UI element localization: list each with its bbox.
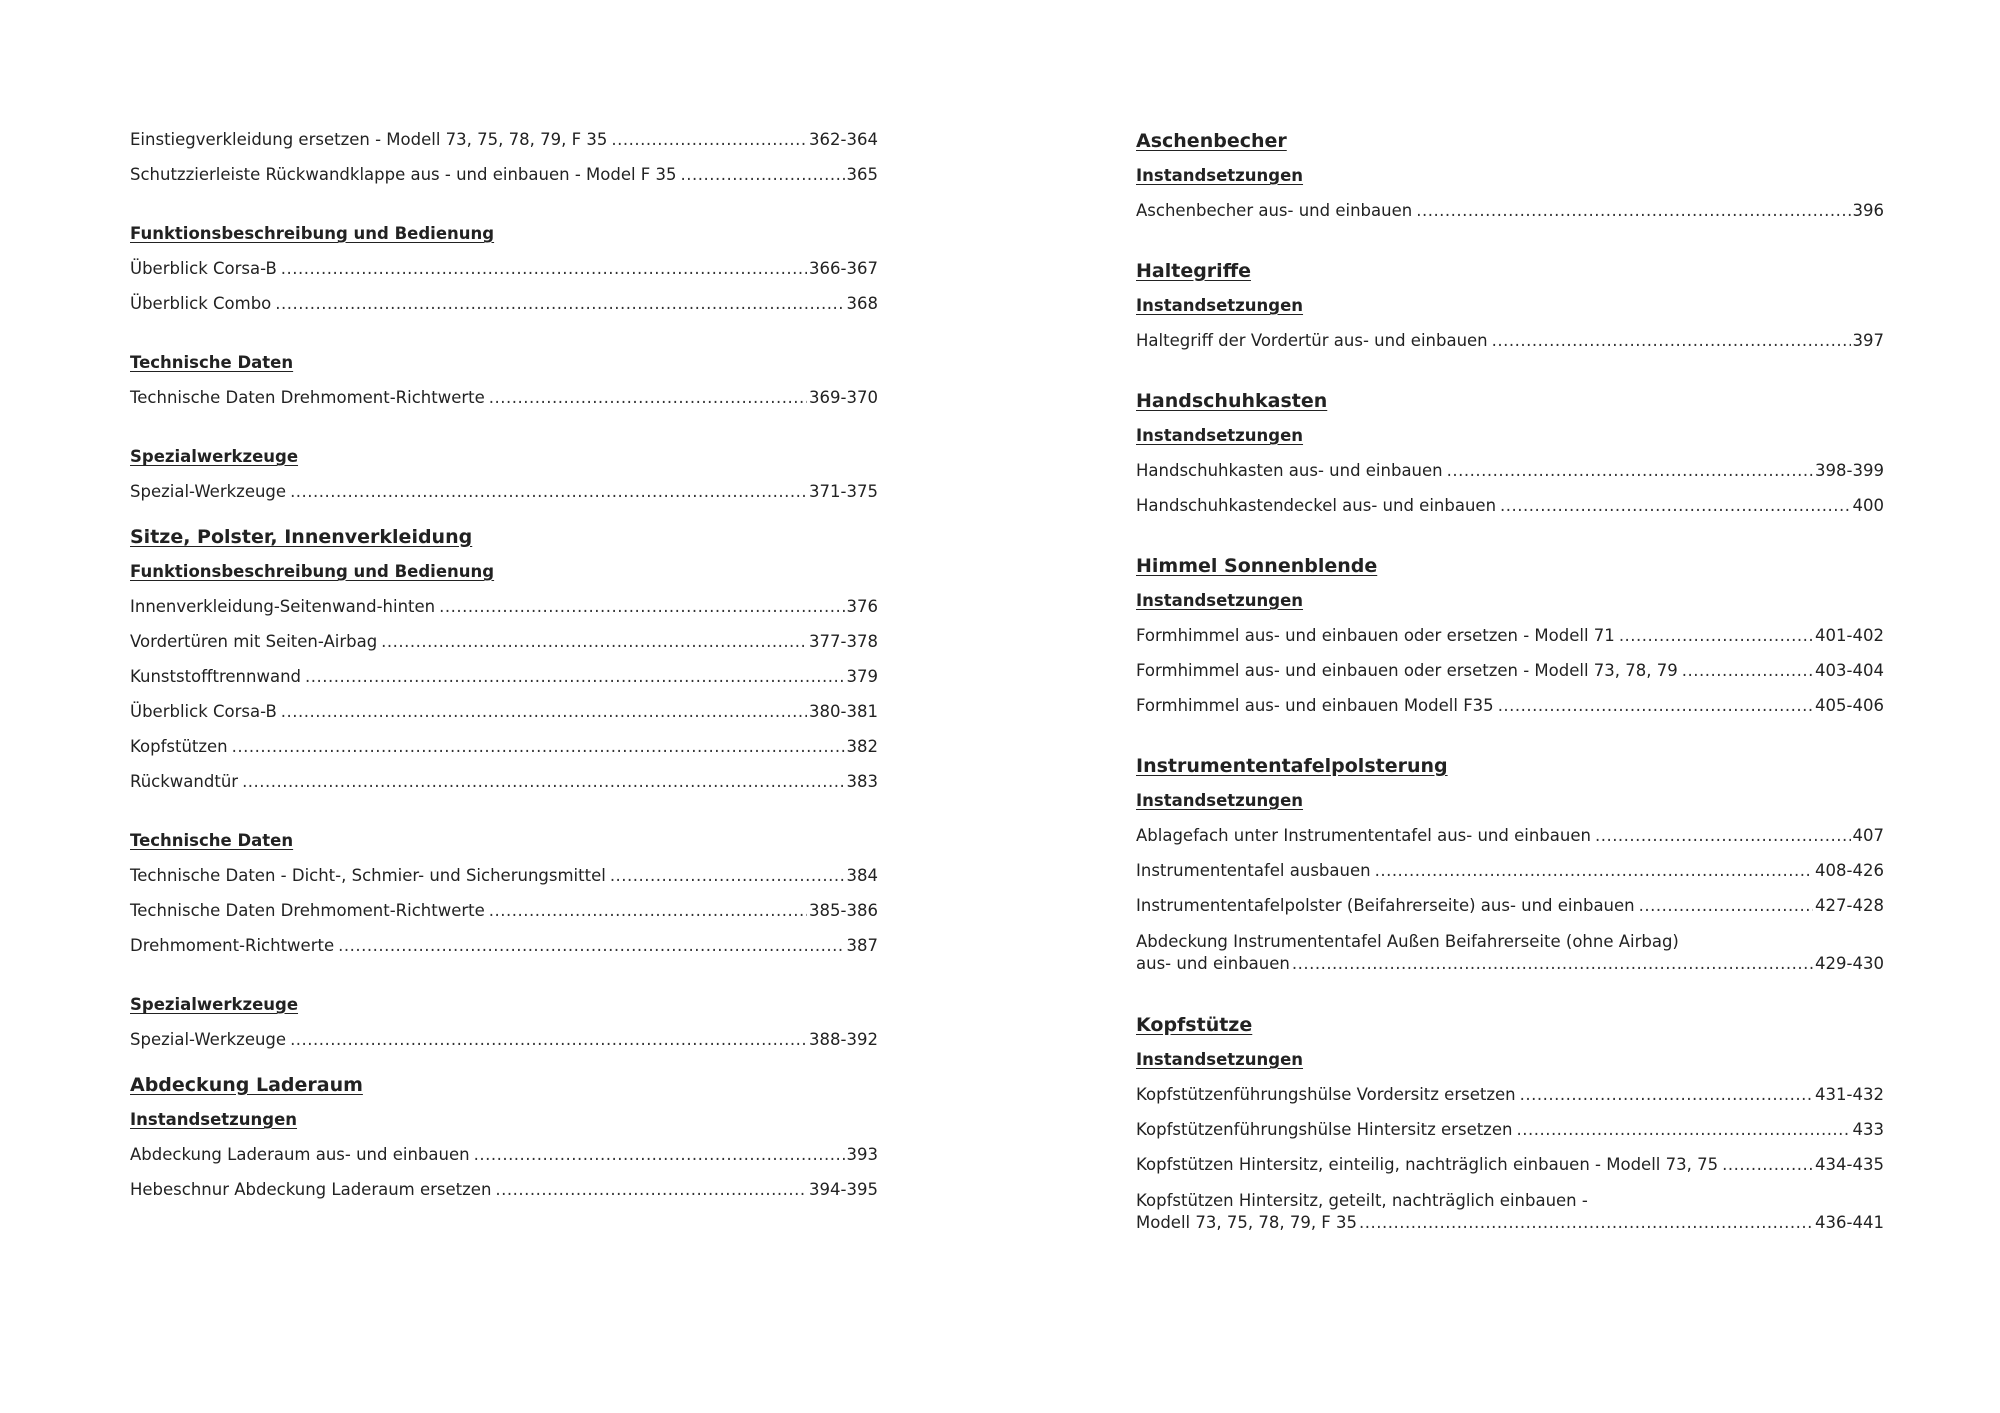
subsection-heading: Spezialwerkzeuge <box>130 995 299 1014</box>
section-heading: Kopfstütze <box>1136 1014 1253 1036</box>
subsection-heading: Funktionsbeschreibung und Bedienung <box>130 224 495 243</box>
section-heading: Haltegriffe <box>1136 260 1251 282</box>
section-heading: Aschenbecher <box>1136 130 1287 152</box>
toc-entry[interactable] <box>1136 1120 1884 1140</box>
toc-entry-title: Spezial-Werkzeuge <box>130 1030 287 1049</box>
dot-leader <box>1498 696 1813 716</box>
toc-entry-page: 407 <box>1852 826 1884 845</box>
section-heading: Instrumententafelpolsterung <box>1136 755 1448 777</box>
toc-entry[interactable] <box>1136 931 1884 975</box>
spacer <box>130 971 878 995</box>
toc-entry[interactable] <box>130 259 878 279</box>
toc-entry-page: 397 <box>1852 331 1884 350</box>
spacer <box>1136 990 1884 1014</box>
toc-entry[interactable] <box>1136 896 1884 916</box>
toc-entry[interactable] <box>130 388 878 408</box>
dot-leader <box>489 388 807 408</box>
section-heading: Abdeckung Laderaum <box>130 1074 363 1096</box>
toc-entry-title: Spezial-Werkzeuge <box>130 482 287 501</box>
toc-entry-page: 380-381 <box>809 702 878 721</box>
toc-column-left <box>130 130 878 1215</box>
spacer <box>1136 731 1884 755</box>
section-heading: Himmel Sonnenblende <box>1136 555 1378 577</box>
toc-entry[interactable] <box>130 866 878 886</box>
toc-entry-line2 <box>1136 1212 1884 1234</box>
toc-entry-page: 393 <box>846 1145 878 1164</box>
dot-leader <box>281 702 807 722</box>
toc-entry-page: 401-402 <box>1815 626 1884 645</box>
dot-leader <box>275 294 844 314</box>
dot-leader <box>338 936 844 956</box>
toc-entry[interactable] <box>130 130 878 150</box>
toc-entry-page: 377-378 <box>809 632 878 651</box>
toc-entry-title: Formhimmel aus- und einbauen oder ersetzen - Modell 73, 78, 79 <box>1136 661 1678 680</box>
spacer <box>1136 531 1884 555</box>
toc-entry[interactable] <box>1136 626 1884 646</box>
toc-entry-title: Modell 73, 75, 78, 79, F 35 <box>1136 1213 1358 1232</box>
dot-leader <box>290 1030 807 1050</box>
toc-column-right <box>1136 130 1884 1249</box>
toc-entry-title: Technische Daten Drehmoment-Richtwerte <box>130 388 485 407</box>
dot-leader <box>1619 626 1813 646</box>
spacer <box>130 329 878 353</box>
toc-entry-title: Instrumententafelpolster (Beifahrerseite) aus- und einbauen <box>1136 896 1635 915</box>
toc-entry[interactable] <box>1136 661 1884 681</box>
dot-leader <box>1682 661 1813 681</box>
toc-entry-page: 405-406 <box>1815 696 1884 715</box>
toc-entry-page: 398-399 <box>1815 461 1884 480</box>
dot-leader <box>439 597 844 617</box>
toc-entry-title: Schutzzierleiste Rückwandklappe aus - und einbauen - Model F 35 <box>130 165 677 184</box>
toc-entry[interactable] <box>130 632 878 652</box>
dot-leader <box>290 482 807 502</box>
toc-entry[interactable] <box>130 165 878 185</box>
subsection-heading: Technische Daten <box>130 831 294 850</box>
toc-entry-page: 369-370 <box>809 388 878 407</box>
toc-entry-page: 431-432 <box>1815 1085 1884 1104</box>
toc-entry-title: Ablagefach unter Instrumententafel aus- und einbauen <box>1136 826 1591 845</box>
spacer <box>1136 236 1884 260</box>
dot-leader <box>232 737 845 757</box>
subsection-heading: Instandsetzungen <box>1136 591 1304 610</box>
toc-entry-title: Vordertüren mit Seiten-Airbag <box>130 632 378 651</box>
dot-leader <box>1375 861 1813 881</box>
dot-leader <box>281 259 807 279</box>
spacer <box>130 1065 878 1074</box>
toc-entry-title: Haltegriff der Vordertür aus- und einbauen <box>1136 331 1488 350</box>
dot-leader <box>474 1145 845 1165</box>
toc-entry-page: 376 <box>846 597 878 616</box>
subsection-heading: Spezialwerkzeuge <box>130 447 299 466</box>
toc-entry[interactable] <box>1136 496 1884 516</box>
toc-entry[interactable] <box>130 482 878 502</box>
section-heading: Handschuhkasten <box>1136 390 1328 412</box>
dot-leader <box>1492 331 1851 351</box>
dot-leader <box>381 632 807 652</box>
dot-leader <box>242 772 844 792</box>
subsection-heading: Technische Daten <box>130 353 294 372</box>
dot-leader <box>489 901 807 921</box>
dot-leader <box>1359 1212 1813 1234</box>
toc-entry-page: 429-430 <box>1815 954 1884 973</box>
toc-entry-page: 408-426 <box>1815 861 1884 880</box>
dot-leader <box>611 130 807 150</box>
toc-entry-title: Abdeckung Laderaum aus- und einbauen <box>130 1145 470 1164</box>
toc-entry-title: Formhimmel aus- und einbauen oder ersetzen - Modell 71 <box>1136 626 1615 645</box>
toc-entry-page: 434-435 <box>1815 1155 1884 1174</box>
dot-leader <box>1520 1085 1813 1105</box>
toc-entry-page: 433 <box>1852 1120 1884 1139</box>
toc-entry-title-line1: Abdeckung Instrumententafel Außen Beifahrerseite (ohne Airbag) <box>1136 932 1679 951</box>
toc-entry-title: Innenverkleidung-Seitenwand-hinten <box>130 597 436 616</box>
section-heading: Sitze, Polster, Innenverkleidung <box>130 526 473 548</box>
toc-entry-title: Handschuhkasten aus- und einbauen <box>1136 461 1443 480</box>
toc-entry[interactable] <box>1136 1190 1884 1234</box>
toc-entry-page: 384 <box>846 866 878 885</box>
subsection-heading: Instandsetzungen <box>1136 166 1304 185</box>
toc-entry-title: Technische Daten - Dicht-, Schmier- und Sicherungsmittel <box>130 866 606 885</box>
toc-entry-page: 400 <box>1852 496 1884 515</box>
toc-entry[interactable] <box>130 1180 878 1200</box>
toc-entry-title: Drehmoment-Richtwerte <box>130 936 335 955</box>
toc-entry-page: 394-395 <box>809 1180 878 1199</box>
toc-entry-page: 371-375 <box>809 482 878 501</box>
toc-entry-title: Kopfstützen Hintersitz, einteilig, nachträglich einbauen - Modell 73, 75 <box>1136 1155 1719 1174</box>
toc-entry-title: Überblick Corsa-B <box>130 702 277 721</box>
spacer <box>130 517 878 526</box>
toc-entry[interactable] <box>130 772 878 792</box>
subsection-heading: Instandsetzungen <box>1136 791 1304 810</box>
toc-entry-title: Kopfstützen <box>130 737 228 756</box>
toc-entry[interactable] <box>1136 826 1884 846</box>
toc-entry-page: 366-367 <box>809 259 878 278</box>
toc-entry-title: Kunststofftrennwand <box>130 667 302 686</box>
toc-entry-title-line1: Kopfstützen Hintersitz, geteilt, nachträglich einbauen - <box>1136 1191 1588 1210</box>
dot-leader <box>1516 1120 1850 1140</box>
dot-leader <box>1292 953 1813 975</box>
toc-entry-title: Rückwandtür <box>130 772 239 791</box>
toc-entry[interactable] <box>130 597 878 617</box>
dot-leader <box>1639 896 1813 916</box>
toc-entry-page: 403-404 <box>1815 661 1884 680</box>
toc-entry[interactable] <box>1136 331 1884 351</box>
subsection-heading: Instandsetzungen <box>1136 296 1304 315</box>
dot-leader <box>1447 461 1813 481</box>
spacer <box>1136 366 1884 390</box>
toc-entry-title: Kopfstützenführungshülse Vordersitz ersetzen <box>1136 1085 1516 1104</box>
dot-leader <box>1595 826 1851 846</box>
dot-leader <box>1500 496 1850 516</box>
toc-entry-title: Instrumententafel ausbauen <box>1136 861 1371 880</box>
toc-entry[interactable] <box>1136 1085 1884 1105</box>
toc-entry[interactable] <box>130 737 878 757</box>
toc-entry[interactable] <box>1136 861 1884 881</box>
toc-entry-page: 396 <box>1852 201 1884 220</box>
dot-leader <box>305 667 844 687</box>
toc-entry-title: Aschenbecher aus- und einbauen <box>1136 201 1413 220</box>
dot-leader <box>1416 201 1850 221</box>
dot-leader <box>681 165 845 185</box>
subsection-heading: Funktionsbeschreibung und Bedienung <box>130 562 495 581</box>
toc-entry-title: Hebeschnur Abdeckung Laderaum ersetzen <box>130 1180 492 1199</box>
toc-entry-title: Formhimmel aus- und einbauen Modell F35 <box>1136 696 1494 715</box>
dot-leader <box>1722 1155 1813 1175</box>
spacer <box>130 423 878 447</box>
toc-entry-title: Kopfstützenführungshülse Hintersitz ersetzen <box>1136 1120 1513 1139</box>
toc-entry-page: 382 <box>846 737 878 756</box>
subsection-heading: Instandsetzungen <box>1136 426 1304 445</box>
toc-entry[interactable] <box>130 294 878 314</box>
toc-entry-title: aus- und einbauen <box>1136 954 1290 973</box>
subsection-heading: Instandsetzungen <box>130 1110 298 1129</box>
toc-entry-title: Überblick Corsa-B <box>130 259 277 278</box>
toc-entry[interactable] <box>1136 1155 1884 1175</box>
toc-entry-page: 427-428 <box>1815 896 1884 915</box>
spacer <box>130 807 878 831</box>
toc-entry-page: 385-386 <box>809 901 878 920</box>
toc-entry-title: Handschuhkastendeckel aus- und einbauen <box>1136 496 1497 515</box>
toc-entry[interactable] <box>130 1145 878 1165</box>
toc-entry-page: 387 <box>846 936 878 955</box>
toc-entry-page: 388-392 <box>809 1030 878 1049</box>
toc-entry-page: 436-441 <box>1815 1213 1884 1232</box>
toc-entry-page: 368 <box>846 294 878 313</box>
toc-entry[interactable] <box>130 1030 878 1050</box>
toc-entry[interactable] <box>1136 461 1884 481</box>
toc-entry-title: Überblick Combo <box>130 294 272 313</box>
toc-entry-page: 362-364 <box>809 130 878 149</box>
subsection-heading: Instandsetzungen <box>1136 1050 1304 1069</box>
toc-entry-page: 365 <box>846 165 878 184</box>
toc-entry-line2 <box>1136 953 1884 975</box>
toc-entry[interactable] <box>1136 696 1884 716</box>
toc-entry[interactable] <box>130 667 878 687</box>
dot-leader <box>610 866 845 886</box>
toc-entry[interactable] <box>130 936 878 956</box>
toc-entry[interactable] <box>130 702 878 722</box>
spacer <box>130 200 878 224</box>
dot-leader <box>495 1180 807 1200</box>
toc-entry-title: Einstiegverkleidung ersetzen - Modell 73, 75, 78, 79, F 35 <box>130 130 608 149</box>
toc-entry-title: Technische Daten Drehmoment-Richtwerte <box>130 901 485 920</box>
toc-entry-page: 379 <box>846 667 878 686</box>
toc-entry-page: 383 <box>846 772 878 791</box>
toc-entry[interactable] <box>1136 201 1884 221</box>
toc-entry[interactable] <box>130 901 878 921</box>
